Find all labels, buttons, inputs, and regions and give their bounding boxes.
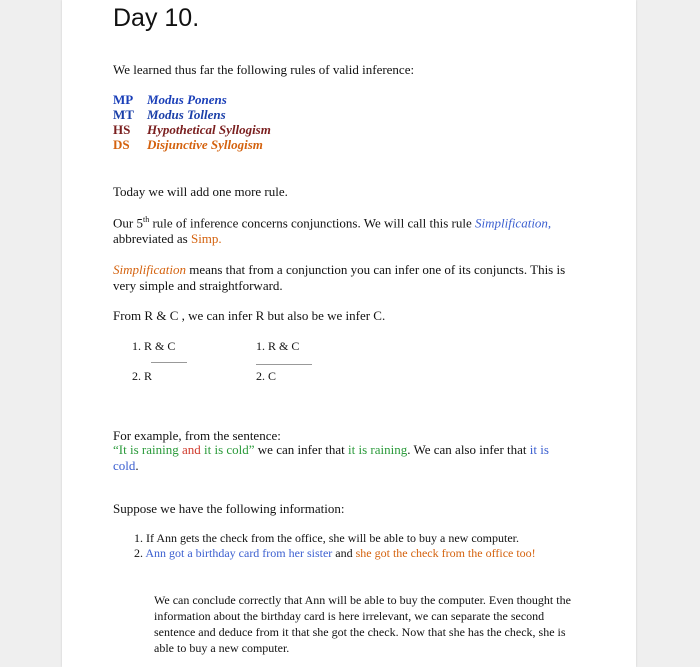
info-2-check: she got the check from the office too!	[355, 546, 536, 560]
info-2-num: 2.	[134, 546, 146, 560]
fifth-rule-paragraph	[113, 212, 633, 247]
rule-abbr: DS	[113, 137, 130, 152]
proof-right-divider	[256, 364, 312, 365]
page-title: Day 10.	[113, 4, 200, 32]
conclusion-line: sentence and deduce from it that she got the check. Now that she has the check, she is	[154, 625, 566, 639]
rule-name: Modus Ponens	[147, 92, 227, 107]
fifth-sup: th	[142, 215, 150, 224]
example-s3: . We can also infer that	[407, 442, 530, 457]
rules-list	[113, 92, 271, 152]
proof-left-conclusion: 2. R	[132, 369, 153, 383]
conclusion-line: We can conclude correctly that Ann will be able to buy the computer. Even thought the	[154, 593, 571, 607]
fifth-mid: rule of inference concerns conjunctions. We will call this rule	[149, 215, 475, 231]
example-and: and	[181, 442, 201, 457]
rule-abbr: MT	[113, 107, 134, 122]
simplification-term: Simplification	[113, 262, 186, 277]
info-item-2	[134, 546, 536, 561]
rule-mp	[113, 92, 271, 107]
rule-abbr: MP	[113, 92, 134, 107]
intro-text: We learned thus far the following rules of valid inference:	[113, 62, 415, 77]
simp-abbr: Simp.	[190, 231, 222, 247]
example-it-is: it is	[529, 442, 549, 457]
info-2-card: Ann got a birthday card from her sister	[145, 546, 333, 560]
simp-def-rest: means that from a conjunction you can infer one of its conjuncts. This is	[185, 262, 566, 277]
today-text: Today we will add one more rule.	[113, 184, 288, 199]
example-intro: For example, from the sentence:	[113, 428, 281, 443]
rule-name: Modus Tollens	[147, 107, 226, 122]
rule-ds	[113, 137, 271, 152]
proof-right-premise: 1. R & C	[256, 339, 300, 353]
example-q1: “It is raining	[113, 442, 182, 457]
proof-left-divider	[151, 362, 187, 363]
rule-name: Disjunctive Syllogism	[147, 137, 263, 152]
fifth-pre: Our 5	[113, 215, 143, 231]
example-q3: it is cold”	[200, 442, 255, 457]
simplification-term: Simplification,	[474, 215, 552, 231]
simp-def-line2: very simple and straightforward.	[113, 278, 283, 293]
proof-right-conclusion: 2. C	[256, 369, 277, 383]
example-end: .	[135, 458, 139, 473]
rule-name: Hypothetical Syllogism	[147, 122, 271, 137]
fifth-line2: abbreviated as	[113, 231, 191, 247]
example-raining: it is raining	[348, 442, 408, 457]
document-page	[62, 0, 636, 667]
proof-left-premise: 1. R & C	[132, 339, 176, 353]
from-line: From R & C , we can infer R but also be we infer C.	[113, 308, 386, 323]
rule-abbr: HS	[113, 122, 131, 137]
conclusion-paragraph	[154, 592, 624, 656]
conclusion-line: information about the birthday card is here irrelevant, we can separate the second	[154, 609, 545, 623]
example-s1: we can infer that	[254, 442, 349, 457]
example-sentence	[113, 442, 633, 474]
suppose-text: Suppose we have the following information:	[113, 501, 345, 516]
example-cold: cold	[113, 458, 136, 473]
rule-hs	[113, 122, 271, 137]
simp-definition	[113, 262, 633, 294]
info-item-1: 1. If Ann gets the check from the office, she will be able to buy a new computer.	[134, 531, 519, 545]
conclusion-line: able to buy a new computer.	[154, 641, 290, 655]
rule-mt	[113, 107, 271, 122]
info-2-and: and	[332, 546, 356, 560]
